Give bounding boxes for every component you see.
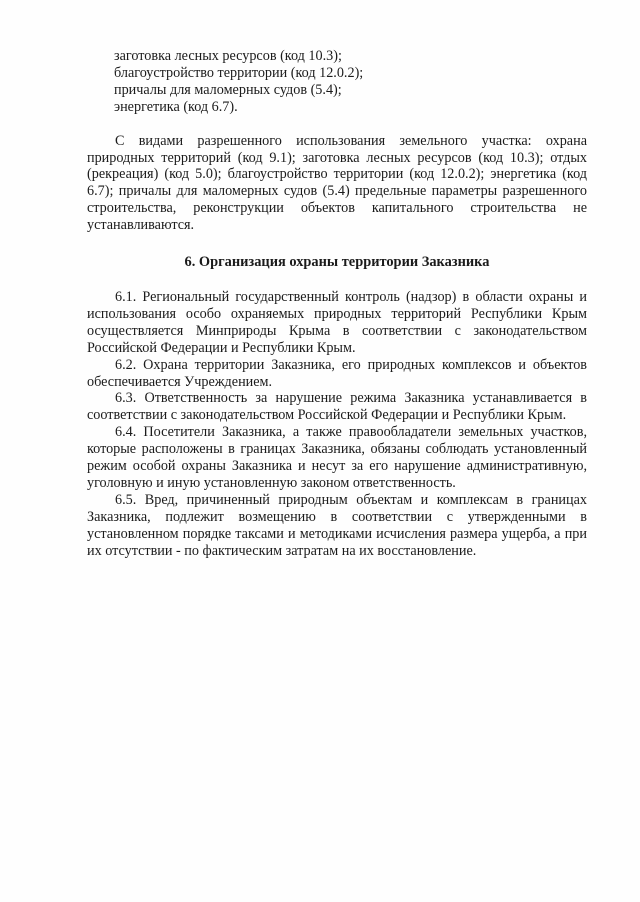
document-body: [87, 48, 587, 559]
permitted-use-list: [87, 48, 587, 116]
list-item: причалы для маломерных судов (5.4);: [114, 81, 342, 98]
list-item: благоустройство территории (код 12.0.2);: [114, 64, 364, 81]
list-item: заготовка лесных ресурсов (код 10.3);: [114, 48, 342, 64]
paragraph-6-2: 6.2. Охрана территории Заказника, его природных комплексов и объектов обеспечивается Учреждением.: [87, 356, 587, 390]
paragraph-6-5: 6.5. Вред, причиненный природным объектам и комплексам в границах Заказника, подлежит возмещению в соответствии с утвержденными в установленном порядке таксами и методиками исчисления размера ущерба, а при их отсутствии - по фактическим затратам на их восстановление.: [87, 491, 587, 559]
section-heading: 6. Организация охраны территории Заказника: [184, 254, 490, 271]
paragraph-6-4: 6.4. Посетители Заказника, а также правообладатели земельных участков, которые расположены в границах Заказника, обязаны соблюдать установленный режим особой охраны Заказника и несут за его нарушение административную, уголовную и иную установленную законом ответственность.: [87, 424, 587, 491]
paragraph-6-1: 6.1. Региональный государственный контроль (надзор) в области охраны и использования особо охраняемых природных территорий Республики Крым осуществляется Минприроды Крыма в соответствии с законодательством Российской Федерации и Республики Крым.: [87, 288, 587, 356]
list-item: энергетика (код 6.7).: [114, 98, 238, 115]
intro-paragraph: С видами разрешенного использования земельного участка: охрана природных территорий (код 9.1); заготовка лесных ресурсов (код 10.3); отдых (рекреация) (код 5.0); благоустройство территории (код 12.0.2); энергетика (код 6.7); причалы для маломерных судов (5.4) предельные параметры разрешенного строительства, реконструкции объектов капитального строительства не устанавливаются.: [87, 132, 587, 234]
paragraph-6-3: 6.3. Ответственность за нарушение режима Заказника устанавливается в соответствии с законодательством Российской Федерации и Республики Крым.: [87, 390, 587, 424]
